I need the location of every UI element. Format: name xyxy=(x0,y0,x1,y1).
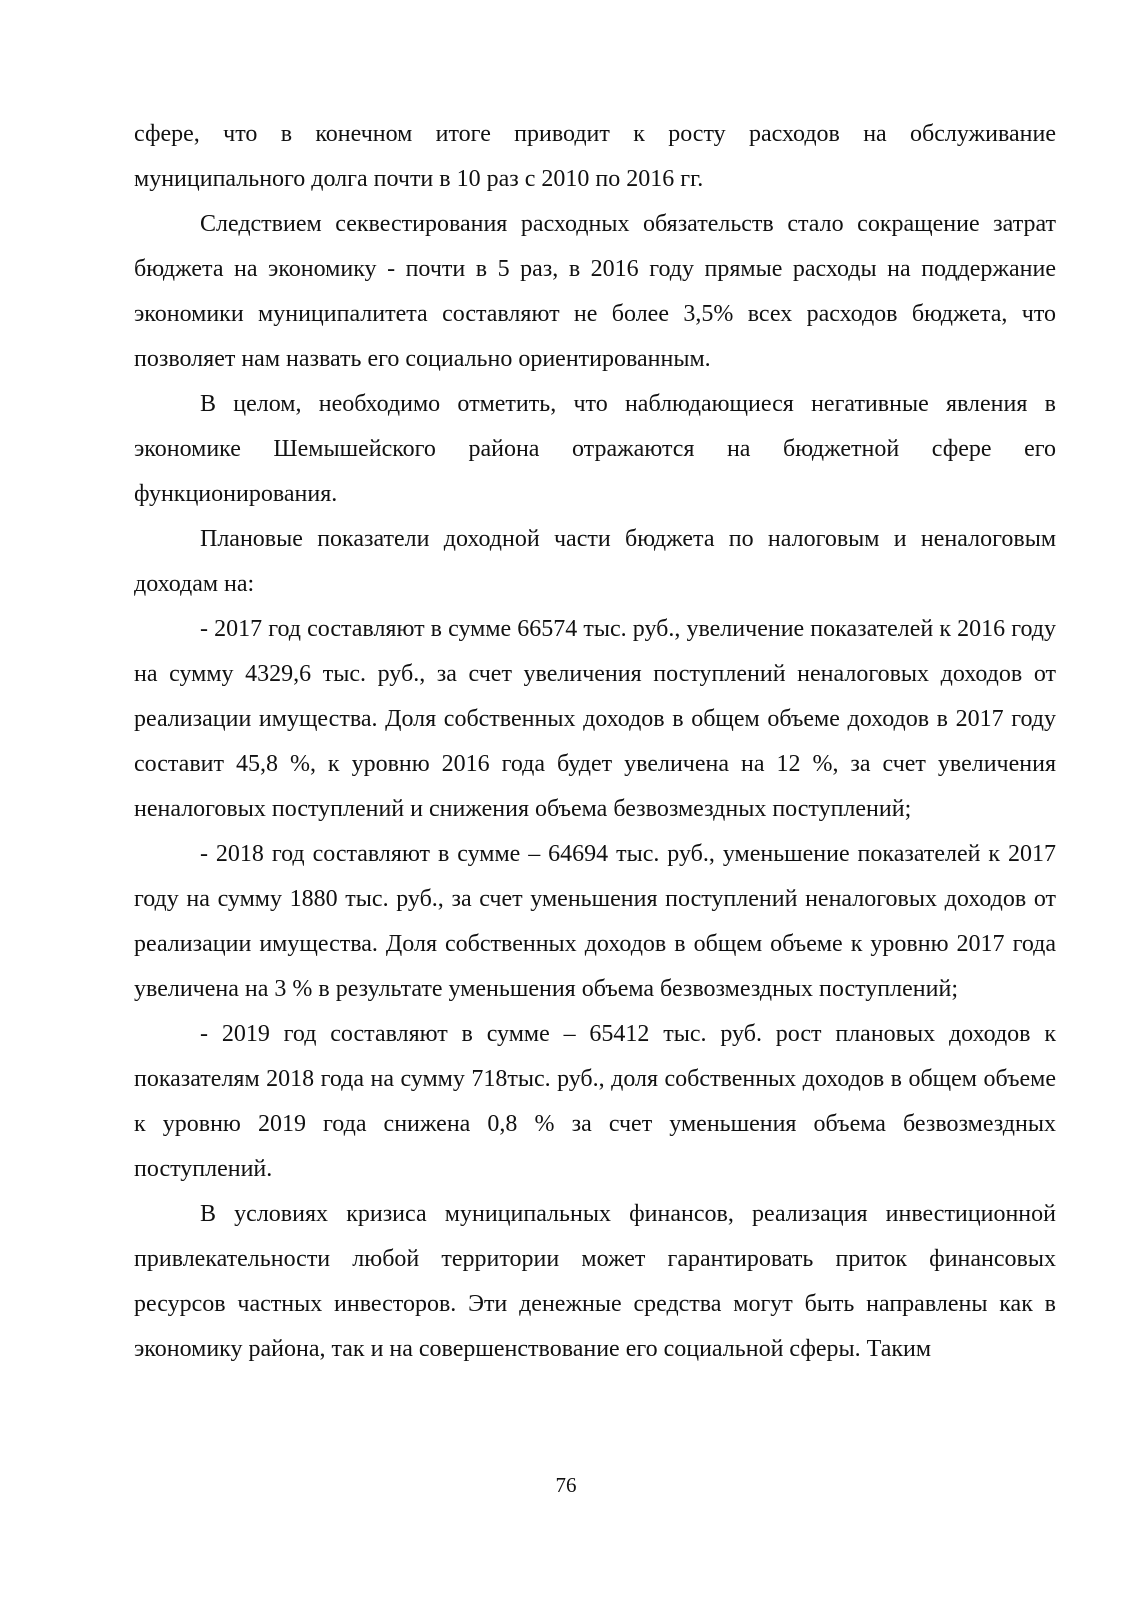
paragraph-2019: - 2019 год составляют в сумме – 65412 тыс. руб. рост плановых доходов к показателям 2018 года на сумму 718тыс. руб., доля собственных доходов в общем объеме к уровню 2019 года снижена 0,8 % за счет уменьшения объема безвозмездных поступлений. xyxy=(134,1021,1056,1182)
page-number: 76 xyxy=(555,1473,577,1497)
document-body xyxy=(134,112,1056,1372)
paragraph-sequestration: Следствием секвестирования расходных обязательств стало сокращение затрат бюджета на экономику - почти в 5 раз, в 2016 году прямые расходы на поддержание экономики муниципалитета составляют не более 3,5% всех расходов бюджета, что позволяет нам назвать его социально ориентированным. xyxy=(134,211,1056,372)
paragraph-planned-indicators: Плановые показатели доходной части бюджета по налоговым и неналоговым доходам на: xyxy=(134,526,1056,597)
paragraph-investment: В условиях кризиса муниципальных финансов, реализация инвестиционной привлекательности любой территории может гарантировать приток финансовых ресурсов частных инвесторов. Эти денежные средства могут быть направлены как в экономику района, так и на совершенствование его социальной сферы. Таким xyxy=(134,1201,1056,1362)
paragraph-negative-trends: В целом, необходимо отметить, что наблюдающиеся негативные явления в экономике Шемышейского района отражаются на бюджетной сфере его функционирования. xyxy=(134,391,1056,507)
paragraph-2018: - 2018 год составляют в сумме – 64694 тыс. руб., уменьшение показателей к 2017 году на сумму 1880 тыс. руб., за счет уменьшения поступлений неналоговых доходов от реализации имущества. Доля собственных доходов в общем объеме к уровню 2017 года увеличена на 3 % в результате уменьшения объема безвозмездных поступлений; xyxy=(134,841,1056,1002)
paragraph-2017: - 2017 год составляют в сумме 66574 тыс. руб., увеличение показателей к 2016 году на сумму 4329,6 тыс. руб., за счет увеличения поступлений неналоговых доходов от реализации имущества. Доля собственных доходов в общем объеме доходов в 2017 году составит 45,8 %, к уровню 2016 года будет увеличена на 12 %, за счет увеличения неналоговых поступлений и снижения объема безвозмездных поступлений; xyxy=(134,616,1056,822)
paragraph-continuation: сфере, что в конечном итоге приводит к росту расходов на обслуживание муниципального долга почти в 10 раз с 2010 по 2016 гг. xyxy=(134,121,1056,192)
